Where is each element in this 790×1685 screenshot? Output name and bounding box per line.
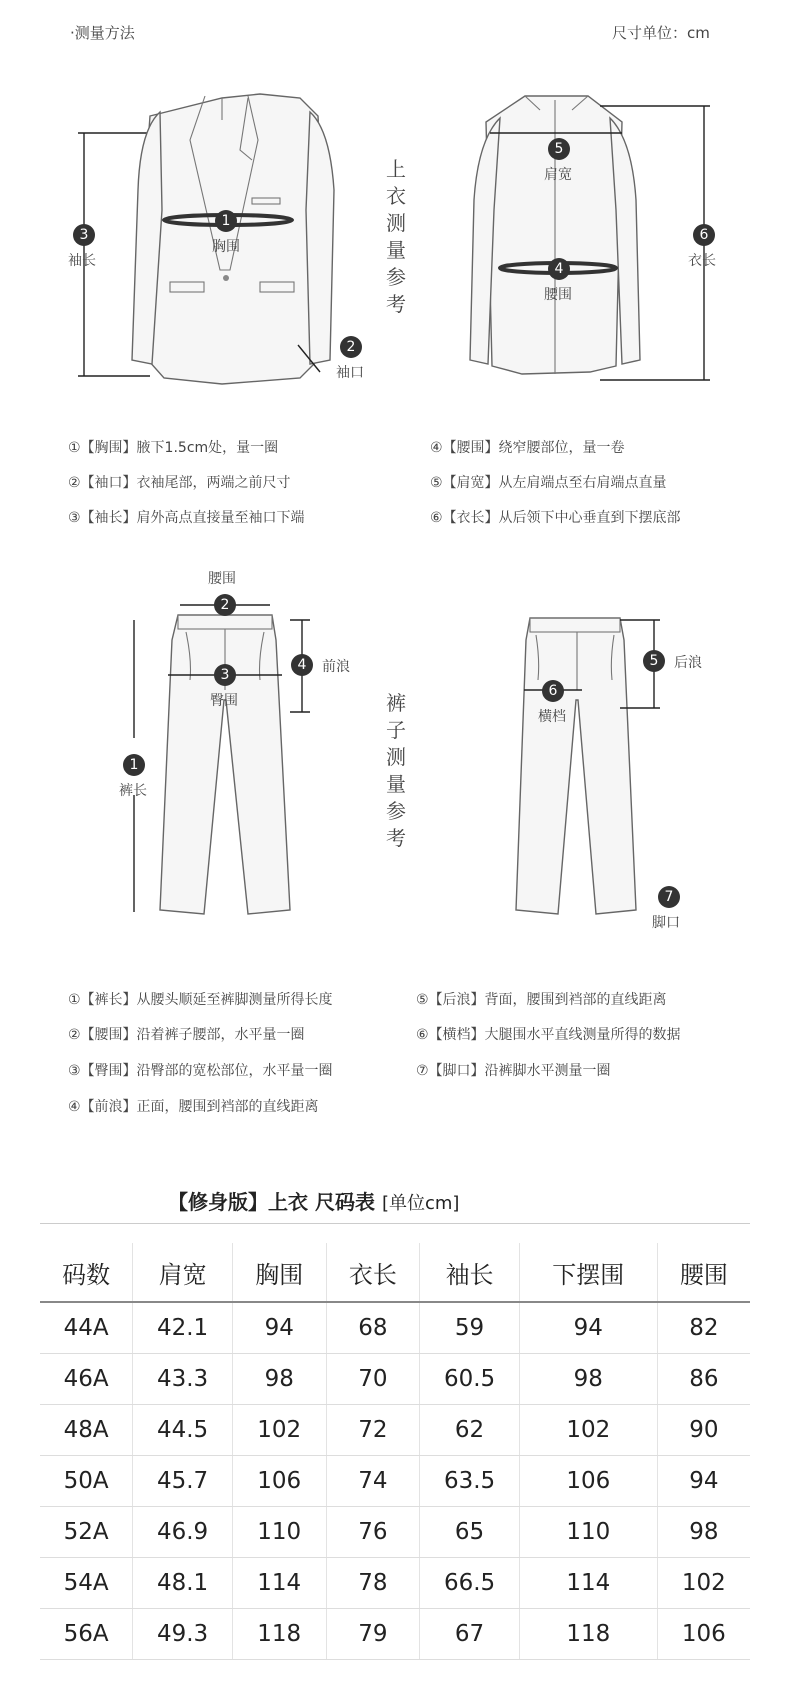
table-row xyxy=(40,1456,750,1507)
pants-note: ②【腰围】沿着裤子腰部，水平量一圈 xyxy=(68,1027,305,1043)
unit-label: 尺寸单位：cm xyxy=(612,24,710,42)
jacket-note: ③【袖长】肩外高点直接量至袖口下端 xyxy=(68,510,305,526)
column-header: 码数 xyxy=(40,1243,133,1302)
table-cell: 114 xyxy=(232,1558,326,1609)
title-divider xyxy=(40,1223,750,1224)
table-cell: 98 xyxy=(657,1507,750,1558)
jacket-note: ①【胸围】腋下1.5cm处，量一圈 xyxy=(68,440,279,456)
label-chest: 胸围 xyxy=(212,239,240,255)
table-cell: 50A xyxy=(40,1456,133,1507)
table-cell: 94 xyxy=(519,1302,657,1354)
table-cell: 90 xyxy=(657,1405,750,1456)
table-cell: 94 xyxy=(232,1302,326,1354)
pants-note: ⑦【脚口】沿裤脚水平测量一圈 xyxy=(416,1063,611,1079)
table-row xyxy=(40,1558,750,1609)
table-cell: 42.1 xyxy=(133,1302,233,1354)
table-cell: 102 xyxy=(232,1405,326,1456)
table-cell: 98 xyxy=(519,1354,657,1405)
table-row xyxy=(40,1405,750,1456)
table-cell: 49.3 xyxy=(133,1609,233,1660)
table-cell: 59 xyxy=(420,1302,520,1354)
table-cell: 48.1 xyxy=(133,1558,233,1609)
table-row xyxy=(40,1354,750,1405)
table-row xyxy=(40,1609,750,1660)
table-cell: 106 xyxy=(657,1609,750,1660)
table-cell: 82 xyxy=(657,1302,750,1354)
table-cell: 52A xyxy=(40,1507,133,1558)
marker-pants-length: 1 xyxy=(123,754,145,776)
table-cell: 65 xyxy=(420,1507,520,1558)
table-cell: 62 xyxy=(420,1405,520,1456)
table-cell: 44.5 xyxy=(133,1405,233,1456)
label-hem: 脚口 xyxy=(652,915,680,931)
label-thigh: 横档 xyxy=(538,709,566,725)
column-header: 衣长 xyxy=(326,1243,420,1302)
column-header: 腰围 xyxy=(657,1243,750,1302)
table-cell: 74 xyxy=(326,1456,420,1507)
pants-vertical-title: 裤 子 测 量 参 考 xyxy=(386,691,406,850)
marker-waist: 4 xyxy=(548,258,570,280)
marker-sleeve-length: 3 xyxy=(73,224,95,246)
label-cuff: 袖口 xyxy=(336,365,364,381)
table-cell: 110 xyxy=(232,1507,326,1558)
jacket-note: ④【腰围】绕窄腰部位，量一卷 xyxy=(430,440,625,456)
table-cell: 78 xyxy=(326,1558,420,1609)
label-pants-length: 裤长 xyxy=(119,783,147,799)
table-cell: 56A xyxy=(40,1609,133,1660)
table-cell: 114 xyxy=(519,1558,657,1609)
table-cell: 68 xyxy=(326,1302,420,1354)
table-cell: 46A xyxy=(40,1354,133,1405)
table-cell: 118 xyxy=(519,1609,657,1660)
marker-hip: 3 xyxy=(214,664,236,686)
table-cell: 46.9 xyxy=(133,1507,233,1558)
table-cell: 76 xyxy=(326,1507,420,1558)
table-cell: 102 xyxy=(657,1558,750,1609)
pants-note: ③【臀围】沿臀部的宽松部位，水平量一圈 xyxy=(68,1063,333,1079)
jacket-vertical-title: 上 衣 测 量 参 考 xyxy=(386,157,406,316)
column-header: 胸围 xyxy=(232,1243,326,1302)
pants-note: ④【前浪】正面，腰围到裆部的直线距离 xyxy=(68,1099,319,1115)
pants-note: ⑥【横档】大腿围水平直线测量所得的数据 xyxy=(416,1027,681,1043)
label-shoulder: 肩宽 xyxy=(544,167,572,183)
column-header: 下摆围 xyxy=(519,1243,657,1302)
jacket-note: ⑤【肩宽】从左肩端点至右肩端点直量 xyxy=(430,475,667,491)
label-waist: 腰围 xyxy=(544,287,572,303)
pants-note: ⑤【后浪】背面，腰围到裆部的直线距离 xyxy=(416,992,667,1008)
table-cell: 72 xyxy=(326,1405,420,1456)
table-cell: 60.5 xyxy=(420,1354,520,1405)
label-hip: 臀围 xyxy=(210,693,238,709)
column-header: 肩宽 xyxy=(133,1243,233,1302)
table-cell: 45.7 xyxy=(133,1456,233,1507)
table-cell: 94 xyxy=(657,1456,750,1507)
table-row xyxy=(40,1302,750,1354)
label-front-rise: 前浪 xyxy=(322,659,350,675)
table-cell: 102 xyxy=(519,1405,657,1456)
column-header: 袖长 xyxy=(420,1243,520,1302)
table-cell: 44A xyxy=(40,1302,133,1354)
size-table-title: 【修身版】上衣 尺码表 [单位cm] xyxy=(168,1190,460,1214)
table-cell: 106 xyxy=(232,1456,326,1507)
size-table xyxy=(40,1243,750,1660)
jacket-note: ②【袖口】衣袖尾部，两端之前尺寸 xyxy=(68,475,291,491)
table-cell: 118 xyxy=(232,1609,326,1660)
marker-chest: 1 xyxy=(215,210,237,232)
table-cell: 86 xyxy=(657,1354,750,1405)
marker-shoulder: 5 xyxy=(548,138,570,160)
pants-note: ①【裤长】从腰头顺延至裤脚测量所得长度 xyxy=(68,992,333,1008)
table-cell: 110 xyxy=(519,1507,657,1558)
table-cell: 54A xyxy=(40,1558,133,1609)
section-heading: ·测量方法 xyxy=(70,24,135,42)
marker-back-rise: 5 xyxy=(643,650,665,672)
marker-cuff: 2 xyxy=(340,336,362,358)
label-pants-waist: 腰围 xyxy=(208,571,236,587)
table-cell: 70 xyxy=(326,1354,420,1405)
table-cell: 66.5 xyxy=(420,1558,520,1609)
table-cell: 63.5 xyxy=(420,1456,520,1507)
marker-front-rise: 4 xyxy=(291,654,313,676)
table-cell: 106 xyxy=(519,1456,657,1507)
table-cell: 43.3 xyxy=(133,1354,233,1405)
table-cell: 48A xyxy=(40,1405,133,1456)
marker-hem: 7 xyxy=(658,886,680,908)
table-cell: 98 xyxy=(232,1354,326,1405)
marker-jacket-length: 6 xyxy=(693,224,715,246)
label-sleeve-length: 袖长 xyxy=(68,253,96,269)
marker-pants-waist: 2 xyxy=(214,594,236,616)
table-cell: 79 xyxy=(326,1609,420,1660)
table-header-row xyxy=(40,1243,750,1302)
jacket-note: ⑥【衣长】从后领下中心垂直到下摆底部 xyxy=(430,510,681,526)
label-back-rise: 后浪 xyxy=(674,655,702,671)
marker-thigh: 6 xyxy=(542,680,564,702)
label-jacket-length: 衣长 xyxy=(688,253,716,269)
table-cell: 67 xyxy=(420,1609,520,1660)
table-row xyxy=(40,1507,750,1558)
